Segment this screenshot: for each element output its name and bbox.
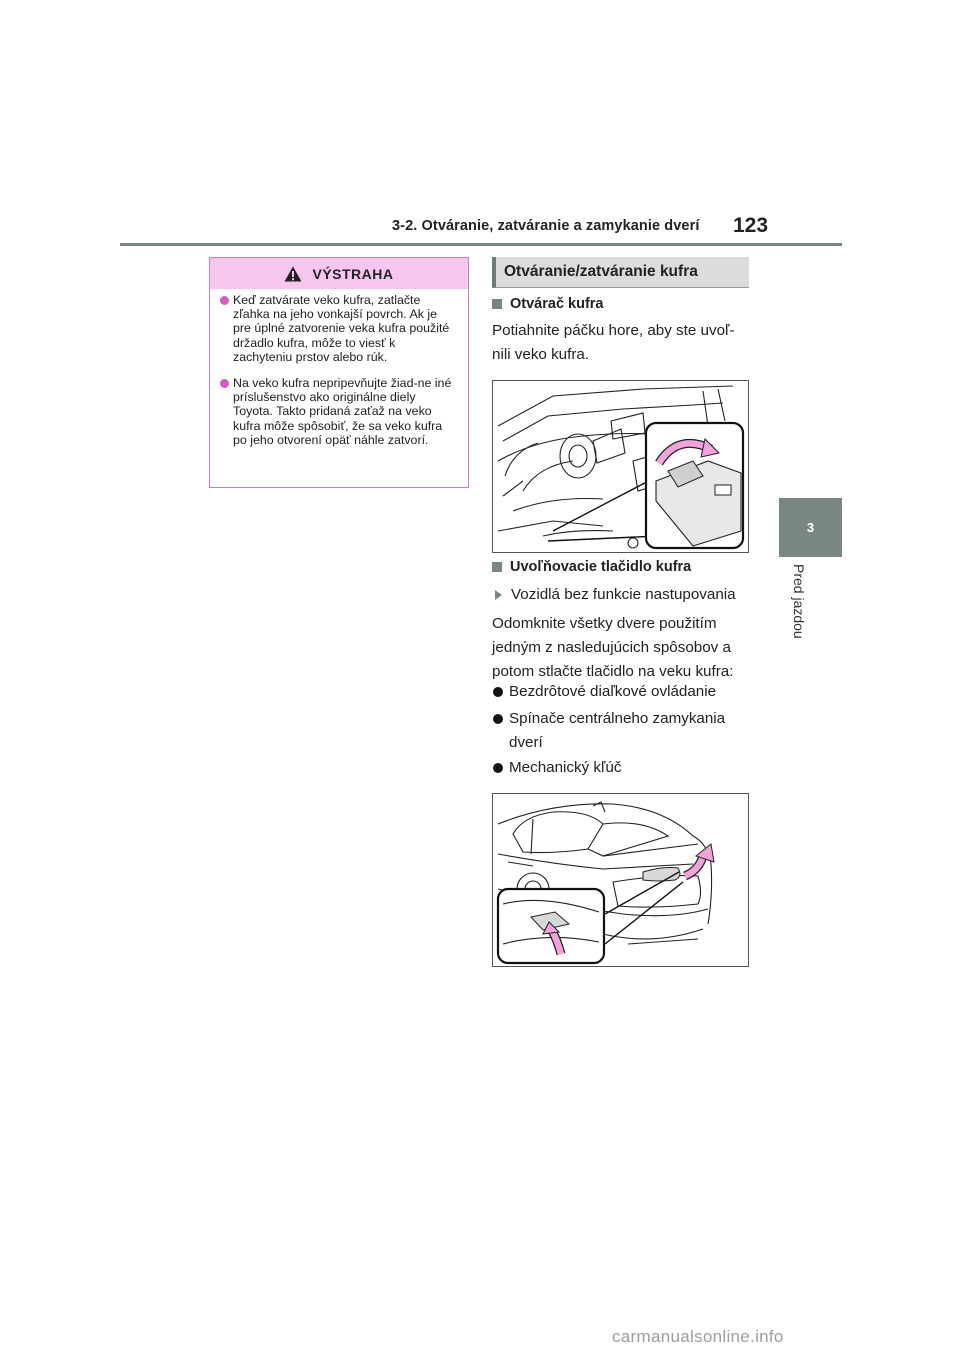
square-bullet-icon	[492, 562, 502, 572]
method-item	[492, 756, 752, 780]
chapter-tab[interactable]: 3	[779, 498, 842, 557]
warning-item-text: Keď zatvárate veko kufra, zatlačte zľahka na jeho vonkajší povrch. Ak je pre úplné zatvorenie veka kufra použité držadlo kufra, môže to viesť k zachyteniu prstov alebo rúk.	[233, 293, 450, 364]
header-divider	[120, 243, 842, 246]
method-item	[492, 707, 742, 755]
method-text: Mechanický kľúč	[509, 759, 622, 776]
method-item	[492, 680, 752, 704]
page-number: 123	[733, 214, 769, 237]
dot-bullet-icon	[493, 687, 503, 697]
bullet-icon	[220, 296, 229, 305]
car-rear-illustration	[493, 794, 749, 967]
release-button-text: Odomknite všetky dvere použitím jedným z nasledujúcich spôsobov a potom stlačte tlačidlo na veku kufra:	[492, 615, 734, 680]
warning-item-text: Na veko kufra nepripevňujte žiad-ne iné príslušenstvo ako originálne diely Toyota. Takto pridaná zaťaž na veko kufra môže spôsobiť, že sa veko kufra po jeho otvorení opäť náhle zatvorí.	[233, 376, 452, 447]
warning-triangle-icon	[284, 266, 302, 282]
section-header: 3-2. Otváranie, zatváranie a zamykanie dverí	[392, 218, 700, 234]
condition-item	[492, 586, 736, 603]
warning-body	[210, 289, 468, 447]
opener-heading	[492, 296, 604, 312]
section-title: Otváranie/zatváranie kufra	[504, 263, 698, 280]
method-text: Bezdrôtové diaľkové ovládanie	[509, 683, 717, 700]
trunk-release-figure	[492, 793, 749, 967]
condition-text: Vozidlá bez funkcie nastupovania	[511, 586, 736, 603]
release-button-heading-text: Uvoľňovacie tlačidlo kufra	[510, 559, 692, 575]
watermark: carmanualsonline.info	[612, 1327, 784, 1346]
triangle-bullet-icon	[495, 590, 502, 600]
chapter-label-text: Pred jazdou	[791, 564, 807, 639]
dot-bullet-icon	[493, 714, 503, 724]
opener-text: Potiahnite páčku hore, aby ste uvoľ-nili veko kufra.	[492, 322, 735, 363]
chapter-label	[789, 564, 809, 664]
warning-item	[220, 293, 458, 364]
interior-illustration	[493, 381, 749, 553]
trunk-opener-figure	[492, 380, 749, 553]
opener-heading-text: Otvárač kufra	[510, 296, 604, 312]
method-text: Spínače centrálneho zamykania dverí	[509, 710, 726, 751]
release-button-heading	[492, 559, 691, 575]
warning-box	[209, 257, 469, 488]
warning-item	[220, 376, 458, 447]
square-bullet-icon	[492, 299, 502, 309]
warning-header	[210, 258, 468, 289]
section-title-bar	[492, 257, 749, 288]
dot-bullet-icon	[493, 763, 503, 773]
bullet-icon	[220, 379, 229, 388]
warning-title: VÝSTRAHA	[312, 265, 394, 282]
